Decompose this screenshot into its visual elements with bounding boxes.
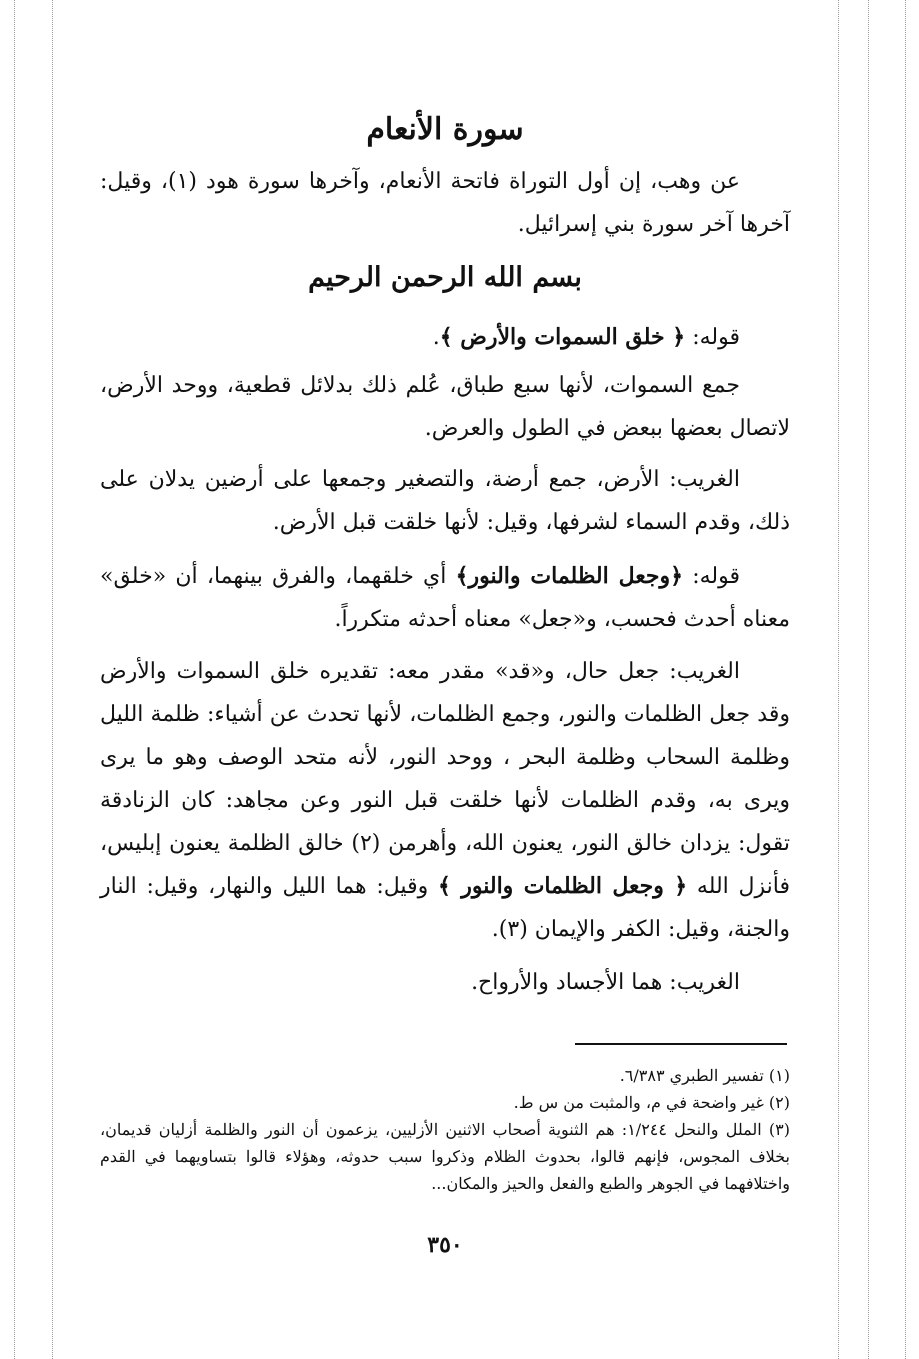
page-number: ٣٥٠ xyxy=(427,1232,463,1258)
verse-paragraph-1 xyxy=(100,316,790,359)
quran-quote: ﴿ خلق السموات والأرض ﴾ xyxy=(439,324,686,350)
footnote-item: (٣) الملل والنحل ١/٢٤٤: هم الثنوية أصحاب الاثنين الأزليين، يزعمون أن النور والظلمة أزليان قديمان، بخلاف المجوس، فإنهم قالوا، بحدوث الظلام وذكروا سبب حدوثه، وهؤلاء قالوا بتساويهما في القدم واختلافهما في الجوهر والطبع والفعل والحيز والمكان... xyxy=(100,1120,791,1193)
verse-suffix: . xyxy=(432,325,440,350)
footnote-divider xyxy=(575,1043,787,1045)
verse-paragraph-2 xyxy=(100,555,790,641)
commentary-paragraph-3: الغريب: الأرض، جمع أرضة، والتصغير وجمعها على أرضين يدلان على ذلك، وقدم السماء لشرفها، وقيل: لأنها خلقت قبل الأرض. xyxy=(100,467,790,535)
basmala-heading: بسم الله الرحمن الرحيم xyxy=(308,262,582,293)
verse-prefix: قوله: xyxy=(685,325,740,350)
verse-prefix: قوله: xyxy=(682,564,740,589)
quran-quote: ﴿ وجعل الظلمات والنور ﴾ xyxy=(437,873,688,899)
scan-guide-line xyxy=(838,0,839,1359)
commentary-paragraph-2: جمع السموات، لأنها سبع طباق، عُلم ذلك بدلائل قطعية، ووحد الأرض، لاتصال بعضها ببعض في الطول والعرض. xyxy=(100,373,790,441)
surah-title: سورة الأنعام xyxy=(366,112,524,147)
verse-suffix: أي خلقهما، والفرق بينهما، أن «خلق» معناه أحدث فحسب، و«جعل» معناه أحدثه متكرراً. xyxy=(100,564,790,632)
paragraph-text: وقيل: هما الليل والنهار، وقيل: النار والجنة، وقيل: الكفر والإيمان (٣). xyxy=(100,874,790,942)
commentary-paragraph-5 xyxy=(100,650,790,951)
paragraph-text: الغريب: جعل حال، و«قد» مقدر معه: تقديره خلق السموات والأرض وقد جعل الظلمات والنور، وجمع الظلمات، لأنها تحدث عن أشياء: ظلمة الليل وظلمة السحاب وظلمة البحر ، ووحد النور، لأنه متحد الوصف وهو ما يرى ويرى به، وقدم الظلمات لأنها خلقت قبل النور وعن مجاهد: كان الزنادقة تقول: يزدان خالق النور، يعنون الله، وأهرمن (٢) خالق الظلمة يعنون إبليس، فأنزل الله xyxy=(100,659,791,899)
intro-paragraph: عن وهب، إن أول التوراة فاتحة الأنعام، وآخرها سورة هود (١)، وقيل: آخرها آخر سورة بني إسرائيل. xyxy=(100,169,790,237)
commentary-paragraph-6: الغريب: هما الأجساد والأرواح. xyxy=(471,970,740,995)
scan-guide-line xyxy=(52,0,53,1359)
scan-guide-line xyxy=(905,0,906,1359)
footnotes-section xyxy=(100,1062,790,1197)
footnote-item: (١) تفسير الطبري ٦/٣٨٣. xyxy=(619,1066,790,1085)
footnote-item: (٢) غير واضحة في م، والمثبت من س ط. xyxy=(513,1093,790,1112)
scan-guide-line xyxy=(14,0,15,1359)
quran-quote: ﴿وجعل الظلمات والنور﴾ xyxy=(455,563,683,589)
scan-guide-line xyxy=(868,0,869,1359)
